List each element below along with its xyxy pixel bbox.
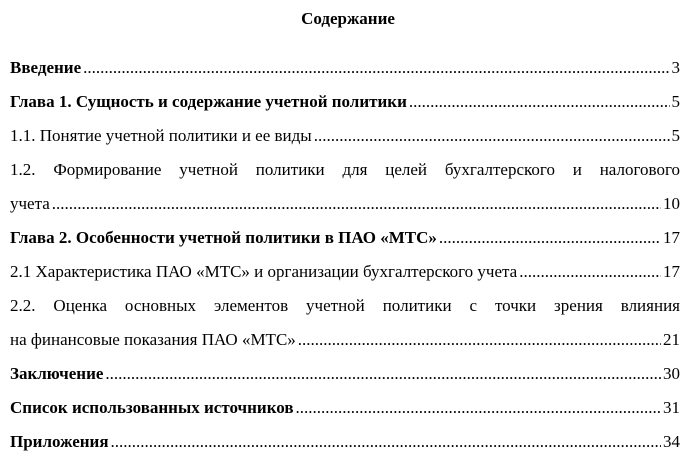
dot-leader: [111, 432, 661, 452]
toc-entry-label: Введение: [10, 58, 82, 77]
toc-entry-references[interactable]: [10, 398, 680, 432]
toc-entry-label: учета: [10, 194, 50, 213]
toc-page-number: 21: [663, 330, 680, 349]
toc-entry-label: Приложения: [10, 432, 109, 451]
toc-entry-label: Глава 2. Особенности учетной политики в ПАО «МТС»: [10, 228, 437, 247]
table-of-contents: [10, 58, 680, 466]
toc-entry-section-2-2[interactable]: [10, 330, 680, 364]
toc-entry-introduction[interactable]: [10, 58, 680, 92]
toc-page-number: 17: [663, 228, 680, 247]
toc-page-number: 10: [663, 194, 680, 213]
toc-entry-label: Заключение: [10, 364, 104, 383]
dot-leader: [409, 92, 670, 112]
dot-leader: [105, 364, 661, 384]
toc-entry-chapter-2[interactable]: [10, 228, 680, 262]
toc-entry-label-first-line: 2.2. Оценка основных элементов учетной политики с точки зрения влияния: [10, 296, 680, 315]
toc-entry-section-1-2-line1[interactable]: [10, 160, 680, 194]
page-title: Содержание: [301, 9, 395, 28]
toc-page-number: 3: [671, 58, 680, 77]
toc-entry-label-first-line: 1.2. Формирование учетной политики для целей бухгалтерского и налогового: [10, 160, 680, 179]
toc-page-number: 5: [671, 92, 680, 111]
toc-entry-label-line1: [10, 160, 680, 180]
dot-leader: [439, 228, 661, 248]
toc-entry-conclusion[interactable]: [10, 364, 680, 398]
toc-entry-label: на финансовые показания ПАО «МТС»: [10, 330, 296, 349]
dot-leader: [519, 262, 661, 282]
toc-entry-section-1-1[interactable]: [10, 126, 680, 160]
toc-entry-label-line1: [10, 296, 680, 316]
toc-page-number: 34: [663, 432, 680, 451]
toc-page-number: 5: [671, 126, 680, 145]
toc-entry-chapter-1[interactable]: [10, 92, 680, 126]
dot-leader: [314, 126, 670, 146]
toc-page-number: 30: [663, 364, 680, 383]
toc-entry-label: Глава 1. Сущность и содержание учетной политики: [10, 92, 407, 111]
toc-entry-section-1-2[interactable]: [10, 194, 680, 228]
toc-page-number: 31: [663, 398, 680, 417]
toc-entry-label: Список использованных источников: [10, 398, 294, 417]
toc-page-number: 17: [663, 262, 680, 281]
dot-leader: [83, 58, 669, 78]
toc-entry-appendices[interactable]: [10, 432, 680, 466]
dot-leader: [52, 194, 661, 214]
dot-leader: [296, 398, 661, 418]
toc-entry-section-2-1[interactable]: [10, 262, 680, 296]
toc-entry-section-2-2-line1[interactable]: [10, 296, 680, 330]
dot-leader: [298, 330, 661, 350]
toc-entry-label: 2.1 Характеристика ПАО «МТС» и организации бухгалтерского учета: [10, 262, 518, 281]
toc-entry-label: 1.1. Понятие учетной политики и ее виды: [10, 126, 312, 145]
